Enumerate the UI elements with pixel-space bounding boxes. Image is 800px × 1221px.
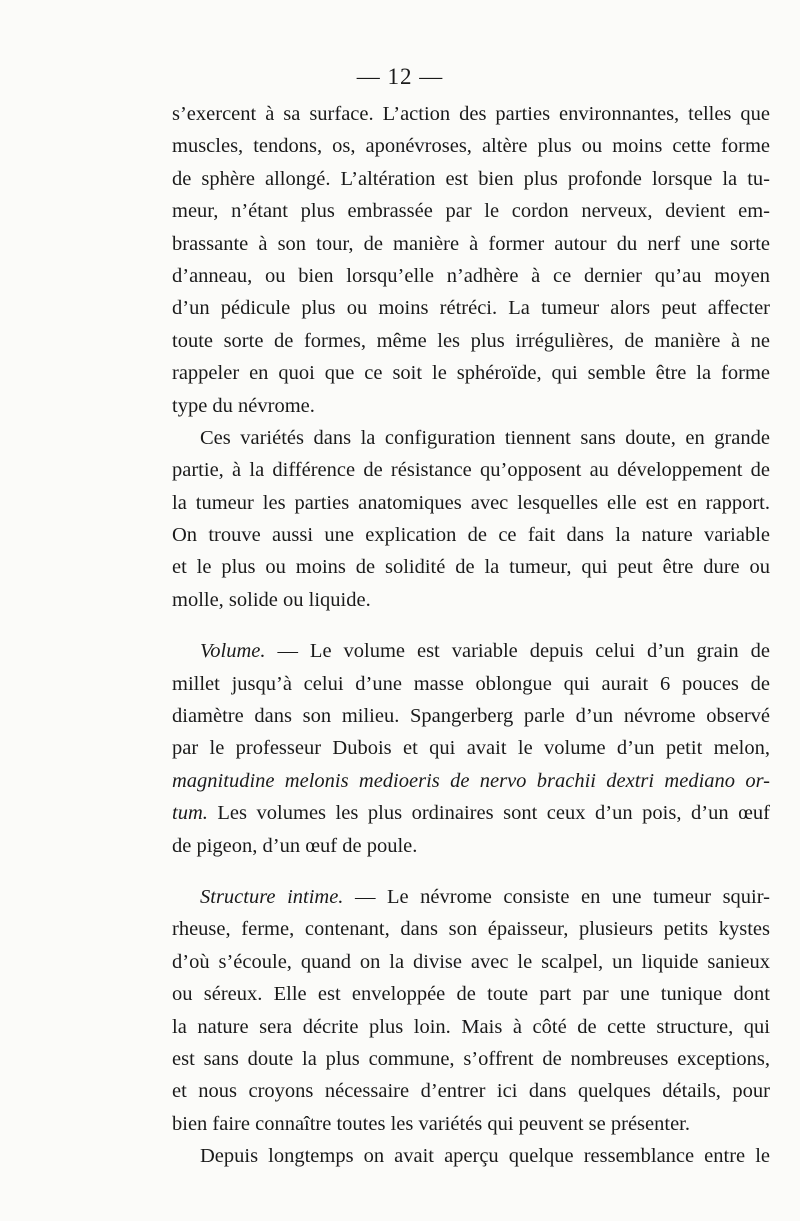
text-line	[172, 881, 770, 913]
latin-quote-end: tum.	[172, 802, 208, 825]
text-line: bien faire connaître toutes les variétés qui peuvent se présenter.	[172, 1112, 690, 1135]
paragraph-gap	[172, 862, 770, 881]
text-line: molle, solide ou liquide.	[172, 588, 371, 611]
section-heading-structure: Structure intime.	[200, 885, 344, 908]
text-line: s’exercent à sa surface. L’action des parties environnantes, telles que	[172, 103, 770, 125]
text-line: et le plus ou moins de solidité de la tumeur, qui peut être dure ou	[172, 556, 770, 579]
text-line: type du névrome.	[172, 394, 315, 417]
text-line: Depuis longtemps on avait aperçu quelque ressemblance entre le	[200, 1145, 770, 1168]
text-line: muscles, tendons, os, aponévroses, altère plus ou moins cette forme	[172, 135, 770, 158]
text-line: et nous croyons nécessaire d’entrer ici dans quelques détails, pour	[172, 1080, 770, 1103]
text-line: de pigeon, d’un œuf de poule.	[172, 834, 418, 857]
text-line	[172, 797, 770, 829]
text-line: diamètre dans son milieu. Spangerberg parle d’un névrome observé	[172, 705, 770, 728]
latin-quote-line: magnitudine melonis medioeris de nervo brachii dextri mediano or-	[172, 769, 770, 792]
text-line: par le professeur Dubois et qui avait le volume d’un petit melon,	[172, 737, 770, 760]
text-line: rappeler en quoi que ce soit le sphéroïde, qui semble être la forme	[172, 362, 770, 385]
text-line: la tumeur les parties anatomiques avec lesquelles elle est en rapport.	[172, 491, 770, 514]
text-line: ou séreux. Elle est enveloppée de toute part par une tunique dont	[172, 983, 770, 1006]
text-line: la nature sera décrite plus loin. Mais à côté de cette structure, qui	[172, 1015, 770, 1038]
text-line: On trouve aussi une explication de ce fait dans la nature variable	[172, 524, 770, 547]
text-line: rheuse, ferme, contenant, dans son épaisseur, plusieurs petits kystes	[172, 918, 770, 941]
text-line: de sphère allongé. L’altération est bien plus profonde lorsque la tu-	[172, 167, 770, 190]
paragraph-gap	[172, 616, 770, 635]
text-run: — Le volume est variable depuis celui d’un grain de	[265, 640, 770, 663]
paragraph-volume	[172, 635, 770, 862]
text-line: meur, n’étant plus embrassée par le cordon nerveux, devient em-	[172, 200, 770, 223]
text-line: d’où s’écoule, quand on la divise avec le scalpel, un liquide sanieux	[172, 950, 770, 973]
page-number: — 12 —	[356, 64, 444, 89]
section-heading-volume: Volume.	[200, 640, 266, 663]
text-line: toute sorte de formes, même les plus irrégulières, de manière à ne	[172, 329, 770, 352]
text-line: partie, à la différence de résistance qu’opposent au développement de	[172, 459, 770, 482]
text-line: Ces variétés dans la configuration tiennent sans doute, en grande	[200, 426, 770, 449]
text-line: brassante à son tour, de manière à former autour du nerf une sorte	[172, 232, 770, 255]
paragraph-shape	[172, 98, 770, 422]
paragraph-configuration	[172, 422, 770, 616]
text-line: millet jusqu’à celui d’une masse oblongue qui aurait 6 pouces de	[172, 672, 770, 695]
text-run: — Le névrome consiste en une tumeur squir-	[343, 885, 770, 908]
body-text	[172, 98, 770, 1173]
text-line: d’un pédicule plus ou moins rétréci. La tumeur alors peut affecter	[172, 297, 770, 320]
text-run: Les volumes les plus ordinaires sont ceux d’un pois, d’un œuf	[207, 802, 770, 825]
text-line: est sans doute la plus commune, s’offrent de nombreuses exceptions,	[172, 1047, 770, 1070]
text-line: d’anneau, ou bien lorsqu’elle n’adhère à ce dernier qu’au moyen	[172, 264, 770, 287]
text-line	[172, 635, 770, 667]
paragraph-structure	[172, 881, 770, 1173]
